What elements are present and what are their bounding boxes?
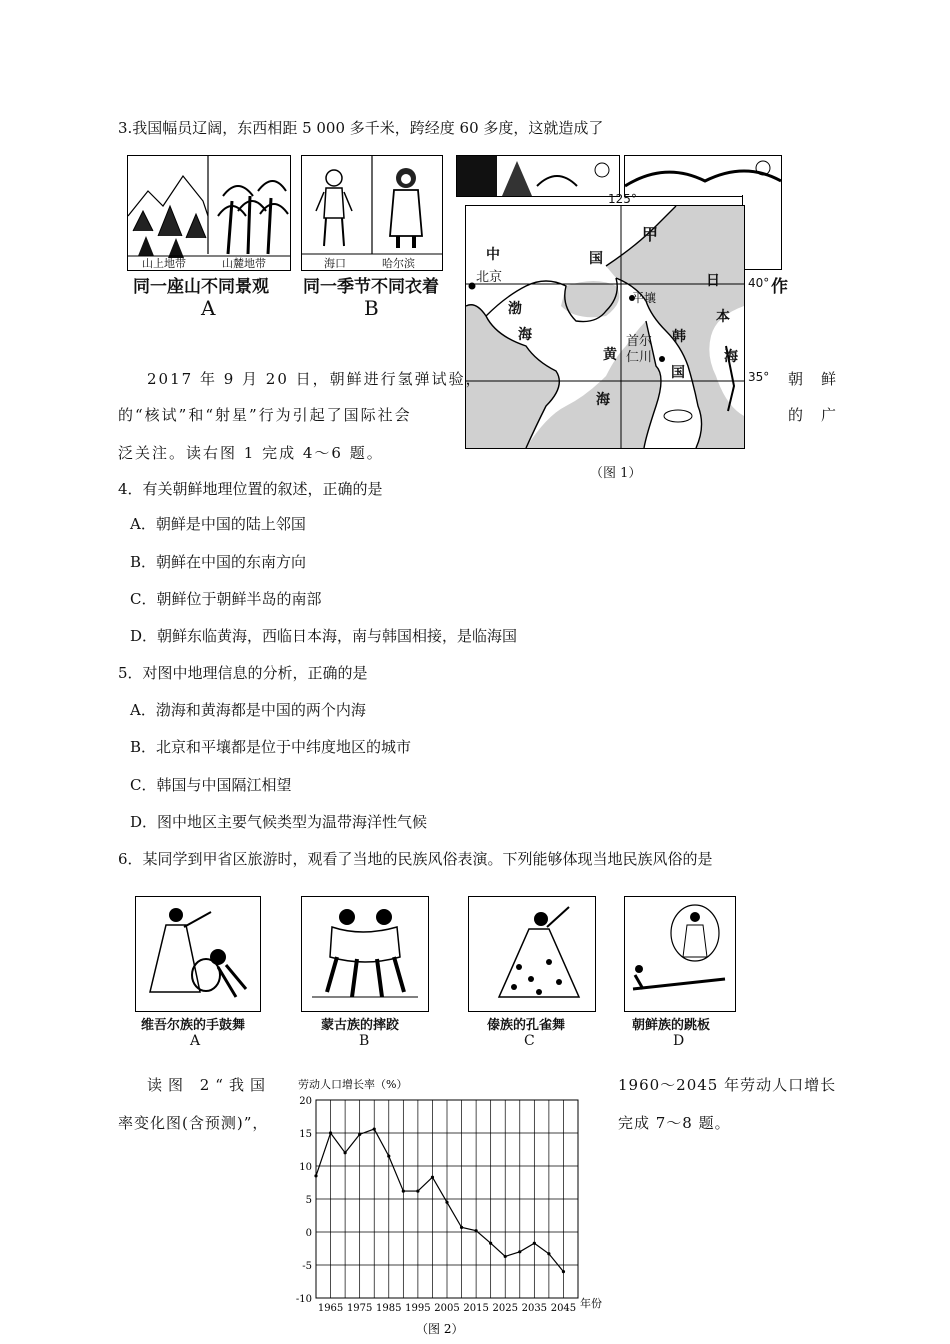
q3-panel-a	[127, 155, 291, 271]
q5-stem: 5．对图中地理信息的分析，正确的是	[118, 664, 368, 682]
panel-b-label-right: 哈尔滨	[382, 257, 415, 270]
series-point	[475, 1229, 478, 1232]
series-line	[316, 1129, 563, 1272]
panel-a-caption: 同一座山不同景观	[133, 277, 269, 297]
chart-ytick-label: -5	[302, 1261, 312, 1272]
series-point	[489, 1242, 492, 1245]
clothing-figures-illustration	[302, 156, 442, 270]
chart-ytick-label: 5	[305, 1195, 312, 1206]
dance-a-image	[135, 896, 261, 1012]
dance-b-image	[301, 896, 429, 1012]
q3-panel-d	[624, 155, 782, 197]
panel-b-caption: 同一季节不同衣着	[303, 277, 439, 297]
q4-option-a[interactable]: A．朝鲜是中国的陆上邻国	[130, 515, 306, 533]
intro46-line1-left: 2017 年 9 月 20 日，朝鲜进行氢弹试验，	[147, 370, 483, 388]
chart-ylabel: 劳动人口增长率（%）	[298, 1078, 408, 1091]
chart-caption: （图 2）	[416, 1322, 464, 1336]
chart-xtick-label: 2015	[463, 1303, 489, 1314]
map-label-hai-right: 海	[724, 349, 738, 365]
series-point	[504, 1255, 507, 1258]
panel-b-letter: B	[364, 296, 379, 320]
chart-xtick-label: 2045	[550, 1303, 577, 1314]
intro78-line1-left: 读图 2“我国	[147, 1076, 271, 1094]
series-point	[460, 1226, 463, 1229]
series-point	[358, 1133, 361, 1136]
series-point	[373, 1127, 376, 1130]
series-point	[562, 1270, 565, 1273]
q5-option-c[interactable]: C．韩国与中国隔江相望	[130, 776, 292, 794]
series-point	[547, 1252, 550, 1255]
map-label-incheon: 仁川	[626, 350, 653, 365]
dance-b-caption: 蒙古族的摔跤	[321, 1018, 400, 1033]
chart-xtick-label: 1965	[317, 1303, 344, 1314]
q4-option-b[interactable]: B．朝鲜在中国的东南方向	[130, 553, 307, 571]
panel-b-label-left: 海口	[324, 257, 346, 270]
map-label-ben: 本	[716, 309, 730, 325]
series-point	[445, 1201, 448, 1204]
q5-option-a[interactable]: A．渤海和黄海都是中国的两个内海	[130, 701, 366, 719]
dance-d-caption: 朝鲜族的跳板	[632, 1018, 711, 1033]
dance-d-image	[624, 896, 736, 1012]
series-point	[387, 1155, 390, 1158]
chart-ytick-label: 10	[299, 1162, 312, 1173]
series-point	[314, 1174, 317, 1177]
map-label-huang: 黄	[603, 347, 617, 363]
map-label-jia: 甲	[642, 225, 659, 244]
q4-stem: 4．有关朝鲜地理位置的叙述，正确的是	[118, 480, 383, 498]
q4-option-c[interactable]: C．朝鲜位于朝鲜半岛的南部	[130, 590, 322, 608]
intro46-line2-right: 的广	[788, 406, 855, 424]
q5-option-b[interactable]: B．北京和平壤都是位于中纬度地区的城市	[130, 738, 412, 756]
intro78-line2-right: 完成 7～8 题。	[618, 1114, 731, 1132]
dance-a-caption: 维吾尔族的手鼓舞	[141, 1018, 246, 1033]
dance-c-caption: 傣族的孔雀舞	[487, 1018, 566, 1033]
peacock-dance-illustration	[469, 897, 595, 1011]
chart-xtick-label: 2025	[492, 1303, 518, 1314]
series-point	[518, 1250, 521, 1253]
chart-xlabel: 年份	[580, 1297, 602, 1310]
series-point	[344, 1151, 347, 1154]
chart-ytick-label: 20	[299, 1096, 312, 1107]
dance-d-letter[interactable]: D	[673, 1033, 685, 1049]
panel-d-caption-fragment: 作	[771, 277, 788, 297]
labor-growth-chart	[280, 1074, 610, 1339]
farmland-illustration	[625, 156, 781, 196]
chart-xtick-label: 1995	[405, 1303, 431, 1314]
chart-xtick-label: 1975	[346, 1303, 373, 1314]
map-label-guo: 国	[589, 251, 603, 267]
dance-c-image	[468, 896, 596, 1012]
intro46-line3: 泛关注。读右图 1 完成 4～6 题。	[118, 444, 384, 462]
map-lat40-label: 40°	[748, 276, 770, 290]
panel-a-letter: A	[201, 296, 216, 320]
map-lat35-label: 35°	[748, 370, 770, 384]
map-label-han: 韩	[672, 329, 686, 345]
intro46-line2-left: 的“核试”和“射星”行为引起了国际社会	[118, 406, 412, 424]
map-label-ri: 日	[706, 273, 720, 289]
chart-ytick-label: -10	[295, 1294, 312, 1305]
series-point	[533, 1242, 536, 1245]
map-figure-1	[465, 205, 745, 449]
map-label-pyongyang: 平壤	[632, 291, 657, 305]
chart-xtick-label: 2035	[521, 1303, 548, 1314]
mongolian-wrestling-illustration	[302, 897, 428, 1011]
chart-xtick-label: 1985	[376, 1303, 402, 1314]
map-label-beijing: 北京	[476, 270, 503, 285]
dance-a-letter[interactable]: A	[190, 1033, 201, 1049]
dance-c-letter[interactable]: C	[524, 1033, 535, 1049]
q3-panel-d-lower	[742, 195, 782, 270]
panel-a-label-left: 山上地带	[142, 257, 186, 270]
q4-option-d[interactable]: D．朝鲜东临黄海，西临日本海，南与韩国相接，是临海国	[130, 627, 518, 645]
chart-svg	[280, 1074, 610, 1339]
q3-stem: 3.我国幅员辽阔，东西相距 5 000 多千米，跨经度 60 多度，这就造成了	[118, 119, 604, 137]
intro46-line1-right: 朝鲜	[788, 370, 855, 388]
series-point	[402, 1189, 405, 1192]
map-caption: （图 1）	[590, 466, 642, 481]
chart-ytick-label: 0	[305, 1228, 312, 1239]
chart-ytick-label: 15	[299, 1129, 312, 1140]
map-lon-label: 125°	[608, 192, 637, 206]
korean-seesaw-illustration	[625, 897, 735, 1011]
q6-stem: 6．某同学到甲省区旅游时，观看了当地的民族风俗表演。下列能够体现当地民族风俗的是	[118, 850, 713, 868]
map-label-zhong: 中	[486, 247, 500, 263]
night-landscape-illustration	[457, 156, 619, 196]
map-label-huanghai: 海	[596, 392, 610, 408]
q3-panel-b	[301, 155, 443, 271]
map-label-hanguo: 国	[671, 365, 685, 381]
hand-drum-dance-illustration	[136, 897, 260, 1011]
intro78-line1-right: 1960～2045 年劳动人口增长	[618, 1076, 837, 1094]
series-point	[416, 1189, 419, 1192]
dance-b-letter[interactable]: B	[359, 1033, 370, 1049]
panel-a-label-right: 山麓地带	[222, 257, 266, 270]
map-label-bohai: 海	[518, 327, 532, 343]
series-point	[431, 1176, 434, 1179]
map-label-seoul: 首尔	[626, 334, 653, 349]
chart-xtick-label: 2005	[434, 1303, 460, 1314]
map-label-bo: 渤	[508, 301, 522, 317]
intro78-line2-left: 率变化图(含预测)”，	[118, 1114, 269, 1132]
q5-option-d[interactable]: D．图中地区主要气候类型为温带海洋性气候	[130, 813, 428, 831]
mountain-landscape-illustration	[128, 156, 290, 270]
series-point	[329, 1131, 332, 1134]
q3-panel-c	[456, 155, 620, 197]
korea-region-map	[466, 206, 744, 448]
